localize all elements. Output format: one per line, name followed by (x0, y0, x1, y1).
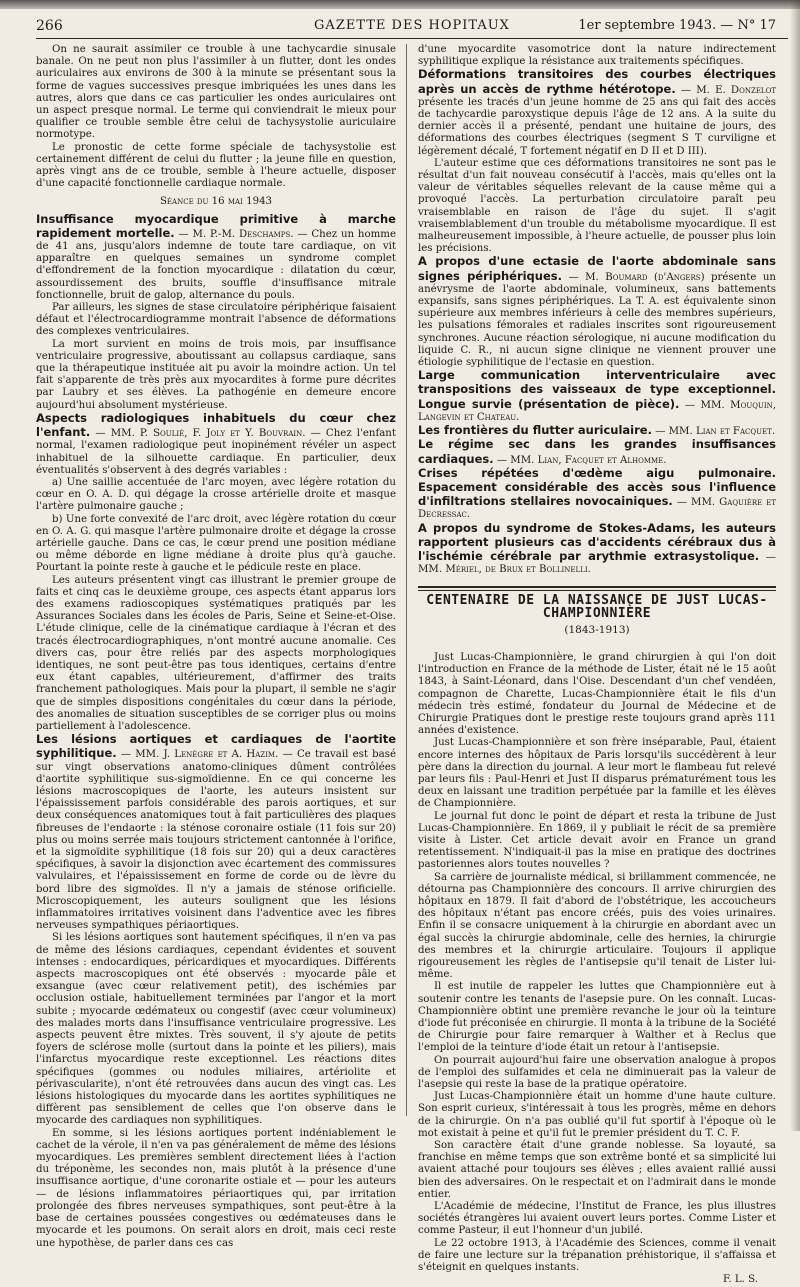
article-7 (418, 424, 776, 438)
paragraph: On ne saurait assimiler ce trouble à une tachycardie sinusale banale. On ne peut non plus l'assimiler à un flutter, dont les ondes auriculaires aux environs de 300 à la minute se présentant sous la forme de vagues successives presque imbriquées les unes dans les autres, alors que dans ce cas particulier les ondes auriculaires ont un aspect presque normal. Le terme qui conviendrait le mieux pour qualifier ce trouble semble être celui de tachysystolie auriculaire normotype. (36, 44, 396, 141)
article-heading: Déformations transitoires des courbes électriques après un accès de rythme hétérotope. (418, 67, 776, 96)
article-9 (418, 467, 776, 522)
article-8 (418, 438, 776, 466)
paragraph: d'une myocardite vasomotrice dont la nature indirectement syphilitique explique la résistance aux traitements spécifiques. (418, 44, 776, 68)
paragraph: Il est inutile de rappeler les luttes que Championnière eut à soutenir contre les tenants de l'asepsie pure. On les connaît. Lucas-Championnière obtint une première revanche le jour où la teinture d'iode fut préconisée en chirurgie. Il monta à la tribune de la Société de Chirurgie pour faire remarquer à Walther et à Reclus que l'emploi de la teinture d'iode était un retour à l'antisepsie. (418, 981, 776, 1054)
centenary-years: (1843-1913) (564, 623, 630, 636)
article-authors: — MM. J. Lenègre et A. Hazim. (120, 749, 279, 761)
article-10 (418, 522, 776, 577)
article-authors: — MM. Mouquin, Langevin et Chateau. (418, 399, 776, 423)
article-heading: A propos du syndrome de Stokes-Adams, les auteurs rapportent plusieurs cas d'accidents cérébraux dus à l'ischémie cérébrale par arythmie extrasystolique. (418, 520, 776, 563)
centenary-title: CENTENAIRE DE LA NAISSANCE DE JUST LUCAS-CHAMPIONNIÈRE (426, 593, 768, 621)
paragraph: Sa carrière de journaliste médical, si brillamment commencée, ne détourna pas Championnière des concours. Il arrive chirurgien des hôpitaux en 1879. Il fait d'abord de l'obstétrique, les accoucheurs des hôpitaux n'étant pas encore créés, puis des voies urinaires. Enfin il se consacre uniquement à la chirurgie en abordant avec un égal succès la chirurgie abdominale, celle des hernies, la chirurgie des membres et la chirurgie articulaire. Toujours il applique rigoureusement les règles de l'antisepsie qu'il tenait de Lister lui-même. (418, 871, 776, 981)
journal-title: GAZETTE DES HOPITAUX (314, 18, 510, 33)
page-header (36, 14, 788, 39)
article-heading: Crises répétées d'œdème aigu pulmonaire. Espacement considérable des accès sous l'influence d'infiltrations stellaires novocainiques. (418, 465, 776, 509)
article-text: — Chez un homme de 41 ans, jusqu'alors indemne de toute tare cardiaque, on vit apparaître en quelques semaines un syndrome complet d'effondrement de la fonction myocardique : dilatation du cœur, assourdissement des bruits, souffle d'insuffisance mitrale fonctionnelle, bruit de galop, alternance du pouls. (36, 228, 396, 301)
article-authors: — MM. Mériel, de Brux et Bollinelli. (418, 551, 776, 576)
article-authors: — MM. Lian et Facquet. (655, 426, 776, 438)
paragraph: Si les lésions aortiques sont hautement spécifiques, il n'en va pas de même des lésions cardiaques, cependant évidentes et souvent intenses : endocardiques, péricardiques et myocardiques. Différents aspects macroscopiques ont été observés : myocarde pâle et exsangue (avec cœur relativement petit), des ischémies par occlusion ostiale, habituellement terminées par l'angor et la mort subite ; myocarde œdémateux ou congestif (avec cœur volumineux) des malades morts dans l'insuffisance ventriculaire progressive. Les aspects peuvent être mixtes. Très souvent, il s'y ajoute de petits foyers de sclérose molle (surtout dans la pointe et les piliers), mais l'infarctus myocardique reste exceptionnel. Les réactions dites spécifiques (gommes ou nodules miliaires, artériolite et périvascularite), n'ont été retrouvées dans aucun des vingt cas. Les lésions histologiques du myocarde dans les aortites syphilitiques ne diffèrent pas sensiblement de celles que l'on observe dans le myocarde des cardiaques non syphilitiques. (36, 932, 396, 1127)
article-heading: Insuffisance myocardique primitive à marche rapidement mortelle. (36, 211, 396, 240)
article-authors: — M. P.-M. Deschamps. (178, 228, 294, 240)
paragraph: b) Une forte convexité de l'arc droit, avec légère rotation du cœur en O. A. G. qui masque l'artère pulmonaire droite et dégage la crosse artérielle gauche. Dans ce cas, le cœur prend une position médiane ou même déborde en ligne médiane à droite plus qu'à gauche. Pourtant la pointe reste à gauche et le pédicule reste en place. (36, 513, 396, 574)
paragraph: Just Lucas-Championnière et son frère inséparable, Paul, étaient encore internes des hôpitaux de Paris lorsqu'ils succédèrent à leur père dans la direction du journal. A leur mort le flambeau fut relevé par leurs fils : Paul-Henri et Just II disparus prématurément tous les deux en laissant une tradition perpétuée par la famille et les élèves de Championnière. (418, 737, 776, 810)
paragraph: L'Académie de médecine, l'Institut de France, les plus illustres sociétés étrangères lui avaient ouvert leurs portes. Comme Lister et comme Pasteur, il eut l'honneur d'un jubilé. (418, 1201, 776, 1237)
article-authors: — MM. P. Soulié, F. Joly et Y. Bouvrain. (95, 428, 306, 440)
article-authors: — MM. Gaquière et Decressac. (418, 497, 777, 521)
paragraph: En somme, si les lésions aortiques portent indéniablement le cachet de la vérole, il n'en va pas généralement de même des lésions myocardiques. Les premières semblent directement liées à l'action du tréponème, les secondes non, mais plutôt à la présence d'une insuffisance aortique, d'une coronarite ostiale et — pour les auteurs — de lésions inflammatoires périaortiques qui, par irritation prolongée des fibres nerveuses sympathiques, sont peut-être à la base de certaines poussées congestives ou œdémateuses dans le myocarde et les poumons. On serait alors en droit, mais ceci reste une hypothèse, de parler dans ces cas (36, 1127, 396, 1249)
paragraph: Le pronostic de cette forme spéciale de tachysystolie est certainement différent de celui du flutter ; la jeune fille en question, après vingt ans de ce trouble, semble à l'heure actuelle, disposer d'une capacité fonctionnelle cardiaque normale. (36, 141, 396, 190)
scan-shadow (790, 0, 800, 1131)
signature: F. L. S. (722, 1274, 758, 1286)
paragraph: Just Lucas-Championnière, le grand chirurgien à qui l'on doit l'introduction en France de la méthode de Lister, était né le 15 août 1843, à Saint-Léonard, dans l'Oise. Descendant d'un chef vendéen, compagnon de Charette, Lucas-Championnière était le fils d'un médecin très estimé, fondateur du Journal de Médecine et de Chirurgie Pratiques dont le prestige reste toujours grand après 111 années d'existence. (418, 651, 776, 737)
paragraph: La mort survient en moins de trois mois, par insuffisance ventriculaire progressive, aboutissant au collapsus cardiaque, sans que la thérapeutique instituée ait pu avoir la moindre action. Un tel fait s'apparente de très près aux myocardites à forme pure décrites par Laubry et ses élèves. La pathogénie en demeure encore aujourd'hui absolument mystérieuse. (36, 338, 396, 411)
scan-edge (0, 0, 800, 9)
article-1 (36, 213, 396, 302)
paragraph: Par ailleurs, les signes de stase circulatoire périphérique faisaient défaut et l'électrocardiogramme montrait l'absence de déformations des complexes ventriculaires. (36, 302, 396, 338)
paragraph: Le 22 octobre 1913, à l'Académie des Sciences, comme il venait de faire une lecture sur la trépanation préhistorique, il s'affaissa et s'éteignit en quelques instants. (418, 1237, 776, 1274)
paragraph: a) Une saillie accentuée de l'arc moyen, avec légère rotation du cœur en O. A. D. qui dégage la crosse artérielle droite et masque l'artère pulmonaire gauche ; (36, 476, 396, 513)
left-column (36, 44, 396, 1250)
issue-date: 1er septembre 1943. — N° 17 (578, 18, 776, 33)
article-3 (36, 733, 396, 932)
article-5 (418, 255, 776, 369)
paragraph: On pourrait aujourd'hui faire une observation analogue à propos de l'emploi des sulfamides et cela ne diminuerait pas la valeur de l'asepsie qui reste la base de la pratique opératoire. (418, 1054, 776, 1091)
article-text: — Ce travail est basé sur vingt observations anatomo-cliniques dûment contrôlées d'aortite syphilitique sus-sigmoïdienne. En ce qui concerne les lésions macroscopiques de l'aorte, les auteurs insistent sur l'épaississement parfois considérable des parois aortiques, et sur deux conséquences anatomiques tout à fait particulières des plaques fibreuses de l'endaorte : la sténose coronaire ostiale (11 fois sur 20) plus ou moins serrée mais toujours strictement cantonnée à l'orifice, et la sigmoïdite syphilitique (18 fois sur 20) qui a deux caractères spécifiques, à savoir la disjonction avec écartement des commissures valvulaires, et l'épaississement en forme de corde ou de lèvre du bord libre des sigmoïdes. Il n'y a jamais de sténose orificielle. Microscopiquement, les auteurs soulignent que les lésions inflammatoires irritatives voisinent dans l'adventice avec les fibres nerveuses sympathiques périaortiques. (36, 749, 396, 932)
page-number: 266 (36, 18, 63, 34)
paragraph: Just Lucas-Championnière était un homme d'une haute culture. Son esprit curieux, s'intéressait à tous les progrès, même en dehors de la chirurgie. On n'a pas oublié qu'il fut sportif à l'époque où le mot existait à peine et qu'il fut le premier président du T. C. F. (418, 1091, 776, 1139)
paragraph: L'auteur estime que ces déformations transitoires ne sont pas le résultat d'un fait nouveau consécutif à l'accès, mais qu'elles ont la valeur de véritables séquelles relevant de la cause même qui a provoqué l'accès. La perturbation circulatoire paraît peu vraisemblable en raison de l'âge du sujet. Il s'agit vraisemblablement d'un trouble du métabolisme myocardique. Il est malheureusement impossible, à l'heure actuelle, de pousser plus loin les précisions. (418, 157, 776, 255)
article-authors: — M. E. Donzelot (680, 84, 776, 96)
session-date: Séance du 16 mai 1943 (159, 196, 273, 208)
article-4 (418, 68, 776, 157)
paragraph: Les auteurs présentent vingt cas illustrant le premier groupe de faits et cinq cas le deuxième groupe, ces aspects étant apparus lors des examens radioscopiques systématiques pratiqués par les Assurances Sociales dans les écoles de Paris, Seine et Seine-et-Oise. L'étude clinique, celle de la cinématique cardiaque à l'écran et des tracés électrocardiographiques, n'ont montré aucune anomalie. Ces divers cas, pour être reliés par des aspects morphologiques identiques, ne sont peut-être pas tous identiques, certains d'entre eux étant capables, ultérieurement, d'affirmer des traits franchement pathologiques. Mais pour la plupart, il semble ne s'agir que de simples dispositions congénitales du cœur dans la période, des anomalies de situation susceptibles de se corriger plus ou moins partiellement à l'adolescence. (36, 574, 396, 732)
right-column (418, 44, 776, 1287)
article-2 (36, 412, 396, 477)
article-authors: — MM. Lian, Facquet et Alhomme. (496, 454, 667, 466)
article-text: — Chez l'enfant normal, l'examen radiologique peut inopinément révéler un aspect inhabituel de la silhouette cardiaque. En particulier, deux éventualités s'observent à des degrés variables : (36, 428, 396, 476)
article-heading: Les lésions aortiques et cardiaques de l'aortite syphilitique. (36, 732, 396, 761)
article-heading: A propos d'une ectasie de l'aorte abdominale sans signes périphériques. (418, 254, 776, 283)
article-authors: — M. Boumard (d'Angers) (568, 271, 705, 283)
article-text: présente un anévrysme de l'aorte abdominale, volumineux, sans battements expansifs, sans signes périphériques. La T. A. est équivalente sinon supérieure aux membres inférieurs à celle des membres supérieurs, les pulsations fémorales et radiales inscrites sont rigoureusement synchrones. Aucune réaction sérologique, ni aucune modification du liquide C. R., ni aucun signe clinique ne viennent prouver une étiologie syphilitique de l'ectasie en question. (418, 271, 776, 369)
article-heading: Les frontières du flutter auriculaire. (418, 423, 652, 438)
article-heading: Le régime sec dans les grandes insuffisances cardiaques. (418, 437, 776, 466)
column-divider (406, 44, 407, 1116)
article-heading: Aspects radiologiques inhabituels du cœur chez l'enfant. (36, 410, 396, 440)
section-rule (418, 590, 776, 591)
paragraph: Le journal fut donc le point de départ et resta la tribune de Just Lucas-Championnière. En 1869, il y publiait le récit de sa première visite à Lister. Cet article devait avoir en France un grand retentissement. N'indiquait-il pas la mise en pratique des doctrines pastoriennes alors toutes nouvelles ? (418, 810, 776, 871)
section-rule (418, 586, 776, 588)
article-6 (418, 369, 776, 424)
paragraph: Son caractère était d'une grande noblesse. Sa loyauté, sa franchise en même temps que son extrême bonté et sa simplicité lui avaient attaché pour toujours ses élèves ; elles avaient rallié aussi bien des adversaires. On le respectait et on l'admirait dans le monde entier. (418, 1140, 776, 1200)
article-text: présente les tracés d'un jeune homme de 25 ans qui fait des accès de tachycardie paroxystique depuis l'âge de 12 ans. A la suite du dernier accès il a présenté, pendant une huitaine de jours, des déformations des courbes électriques (segment S T curviligne et légèrement décalé, T fortement négatif en D II et D III). (418, 96, 776, 157)
article-heading: Large communication interventriculaire avec transpositions des vaisseaux de type exceptionnel. Longue survie (présentation de pièce). (418, 368, 776, 411)
